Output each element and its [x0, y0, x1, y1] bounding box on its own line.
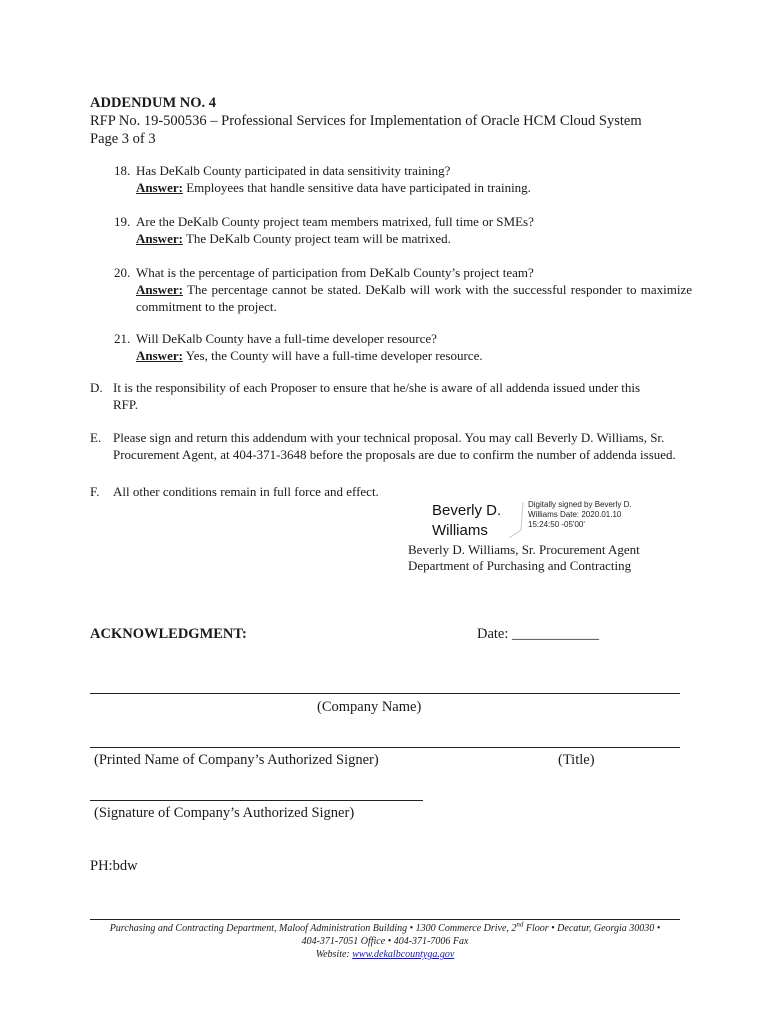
- acknowledgment-label: ACKNOWLEDGMENT:: [90, 626, 247, 642]
- paragraph-letter: D.: [90, 380, 103, 395]
- paragraph-letter: F.: [90, 484, 100, 499]
- question-number: 19.: [114, 214, 131, 229]
- answer-label: Answer:: [136, 180, 183, 195]
- question-text: What is the percentage of participation from DeKalb County’s project team?: [136, 265, 534, 280]
- digital-signature-name: [432, 501, 501, 541]
- addendum-title: ADDENDUM NO. 4: [90, 95, 217, 111]
- signer-title: Beverly D. Williams, Sr. Procurement Agent: [408, 542, 640, 557]
- initials: PH:bdw: [90, 858, 138, 874]
- paragraph-text: All other conditions remain in full force and effect.: [113, 484, 379, 499]
- footer-address-text: Purchasing and Contracting Department, Maloof Administration Building • 1300 Commerce Drive, 2: [109, 923, 517, 934]
- answer-label: Answer:: [136, 231, 183, 246]
- company-name-label: (Company Name): [317, 699, 422, 715]
- answer-text: Yes, the County will have a full-time developer resource.: [182, 348, 483, 363]
- answer-text: The DeKalb County project team will be matrixed.: [182, 231, 451, 246]
- website-link[interactable]: www.dekalbcountyga.gov: [352, 949, 455, 960]
- footer-address-text-2: Floor • Decatur, Georgia 30030 •: [523, 923, 661, 934]
- question-text: Will DeKalb County have a full-time developer resource?: [136, 331, 437, 346]
- footer-divider: [90, 919, 680, 920]
- signer-department: Department of Purchasing and Contracting: [408, 558, 632, 573]
- page-number: Page 3 of 3: [90, 131, 156, 147]
- date-field[interactable]: Date: ____________: [477, 626, 600, 642]
- company-name-line[interactable]: [90, 693, 680, 694]
- question-19: [114, 213, 694, 247]
- question-text: Are the DeKalb County project team members matrixed, full time or SMEs?: [136, 214, 534, 229]
- answer-label: Answer:: [136, 348, 183, 363]
- signature-flourish-icon: [505, 500, 527, 540]
- digital-signature-details: Digitally signed by Beverly D. Williams Date: 2020.01.10 15:24:50 -05'00': [528, 500, 632, 529]
- question-20: [114, 264, 694, 315]
- title-label: (Title): [558, 752, 595, 768]
- footer-website: [90, 948, 680, 961]
- answer: [136, 347, 692, 364]
- paragraph-text: It is the responsibility of each Proposer to ensure that he/she is aware of all addenda issued under this RFP.: [113, 380, 641, 412]
- footer: [90, 922, 680, 961]
- question-text: Has DeKalb County participated in data sensitivity training?: [136, 163, 451, 178]
- signature-line[interactable]: [90, 800, 423, 801]
- question-18: [114, 162, 694, 196]
- signature-name-line1: Beverly D.: [432, 502, 502, 519]
- footer-website-label: Website:: [315, 949, 353, 960]
- question-number: 20.: [114, 265, 131, 280]
- printed-name-line[interactable]: [90, 747, 680, 748]
- answer-text: Employees that handle sensitive data have participated in training.: [182, 180, 531, 195]
- answer-text: The percentage cannot be stated. DeKalb will work with the successful responder to maximize commitment to the project.: [136, 282, 692, 314]
- paragraph-letter: E.: [90, 430, 102, 445]
- footer-phone: 404-371-7051 Office • 404-371-7006 Fax: [301, 936, 469, 947]
- footer-address: [90, 922, 680, 935]
- signature-name-line2: Williams: [432, 522, 488, 539]
- signature-label: (Signature of Company’s Authorized Signer): [94, 805, 355, 821]
- answer: [136, 179, 692, 196]
- paragraph-text: Please sign and return this addendum with your technical proposal. You may call Beverly D. Williams, Sr. Procurement Agent, at 404-371-3648 before the proposals are due to confirm the number of addenda issued.: [113, 430, 676, 462]
- question-number: 21.: [114, 331, 131, 346]
- rfp-line: RFP No. 19-500536 – Professional Services for Implementation of Oracle HCM Cloud System: [90, 113, 642, 129]
- footer-superscript: nd: [516, 920, 524, 929]
- answer: [136, 230, 692, 247]
- answer: [136, 281, 692, 315]
- answer-label: Answer:: [136, 282, 183, 297]
- question-number: 18.: [114, 163, 131, 178]
- printed-name-label: (Printed Name of Company’s Authorized Signer): [94, 752, 379, 768]
- question-21: [114, 330, 694, 364]
